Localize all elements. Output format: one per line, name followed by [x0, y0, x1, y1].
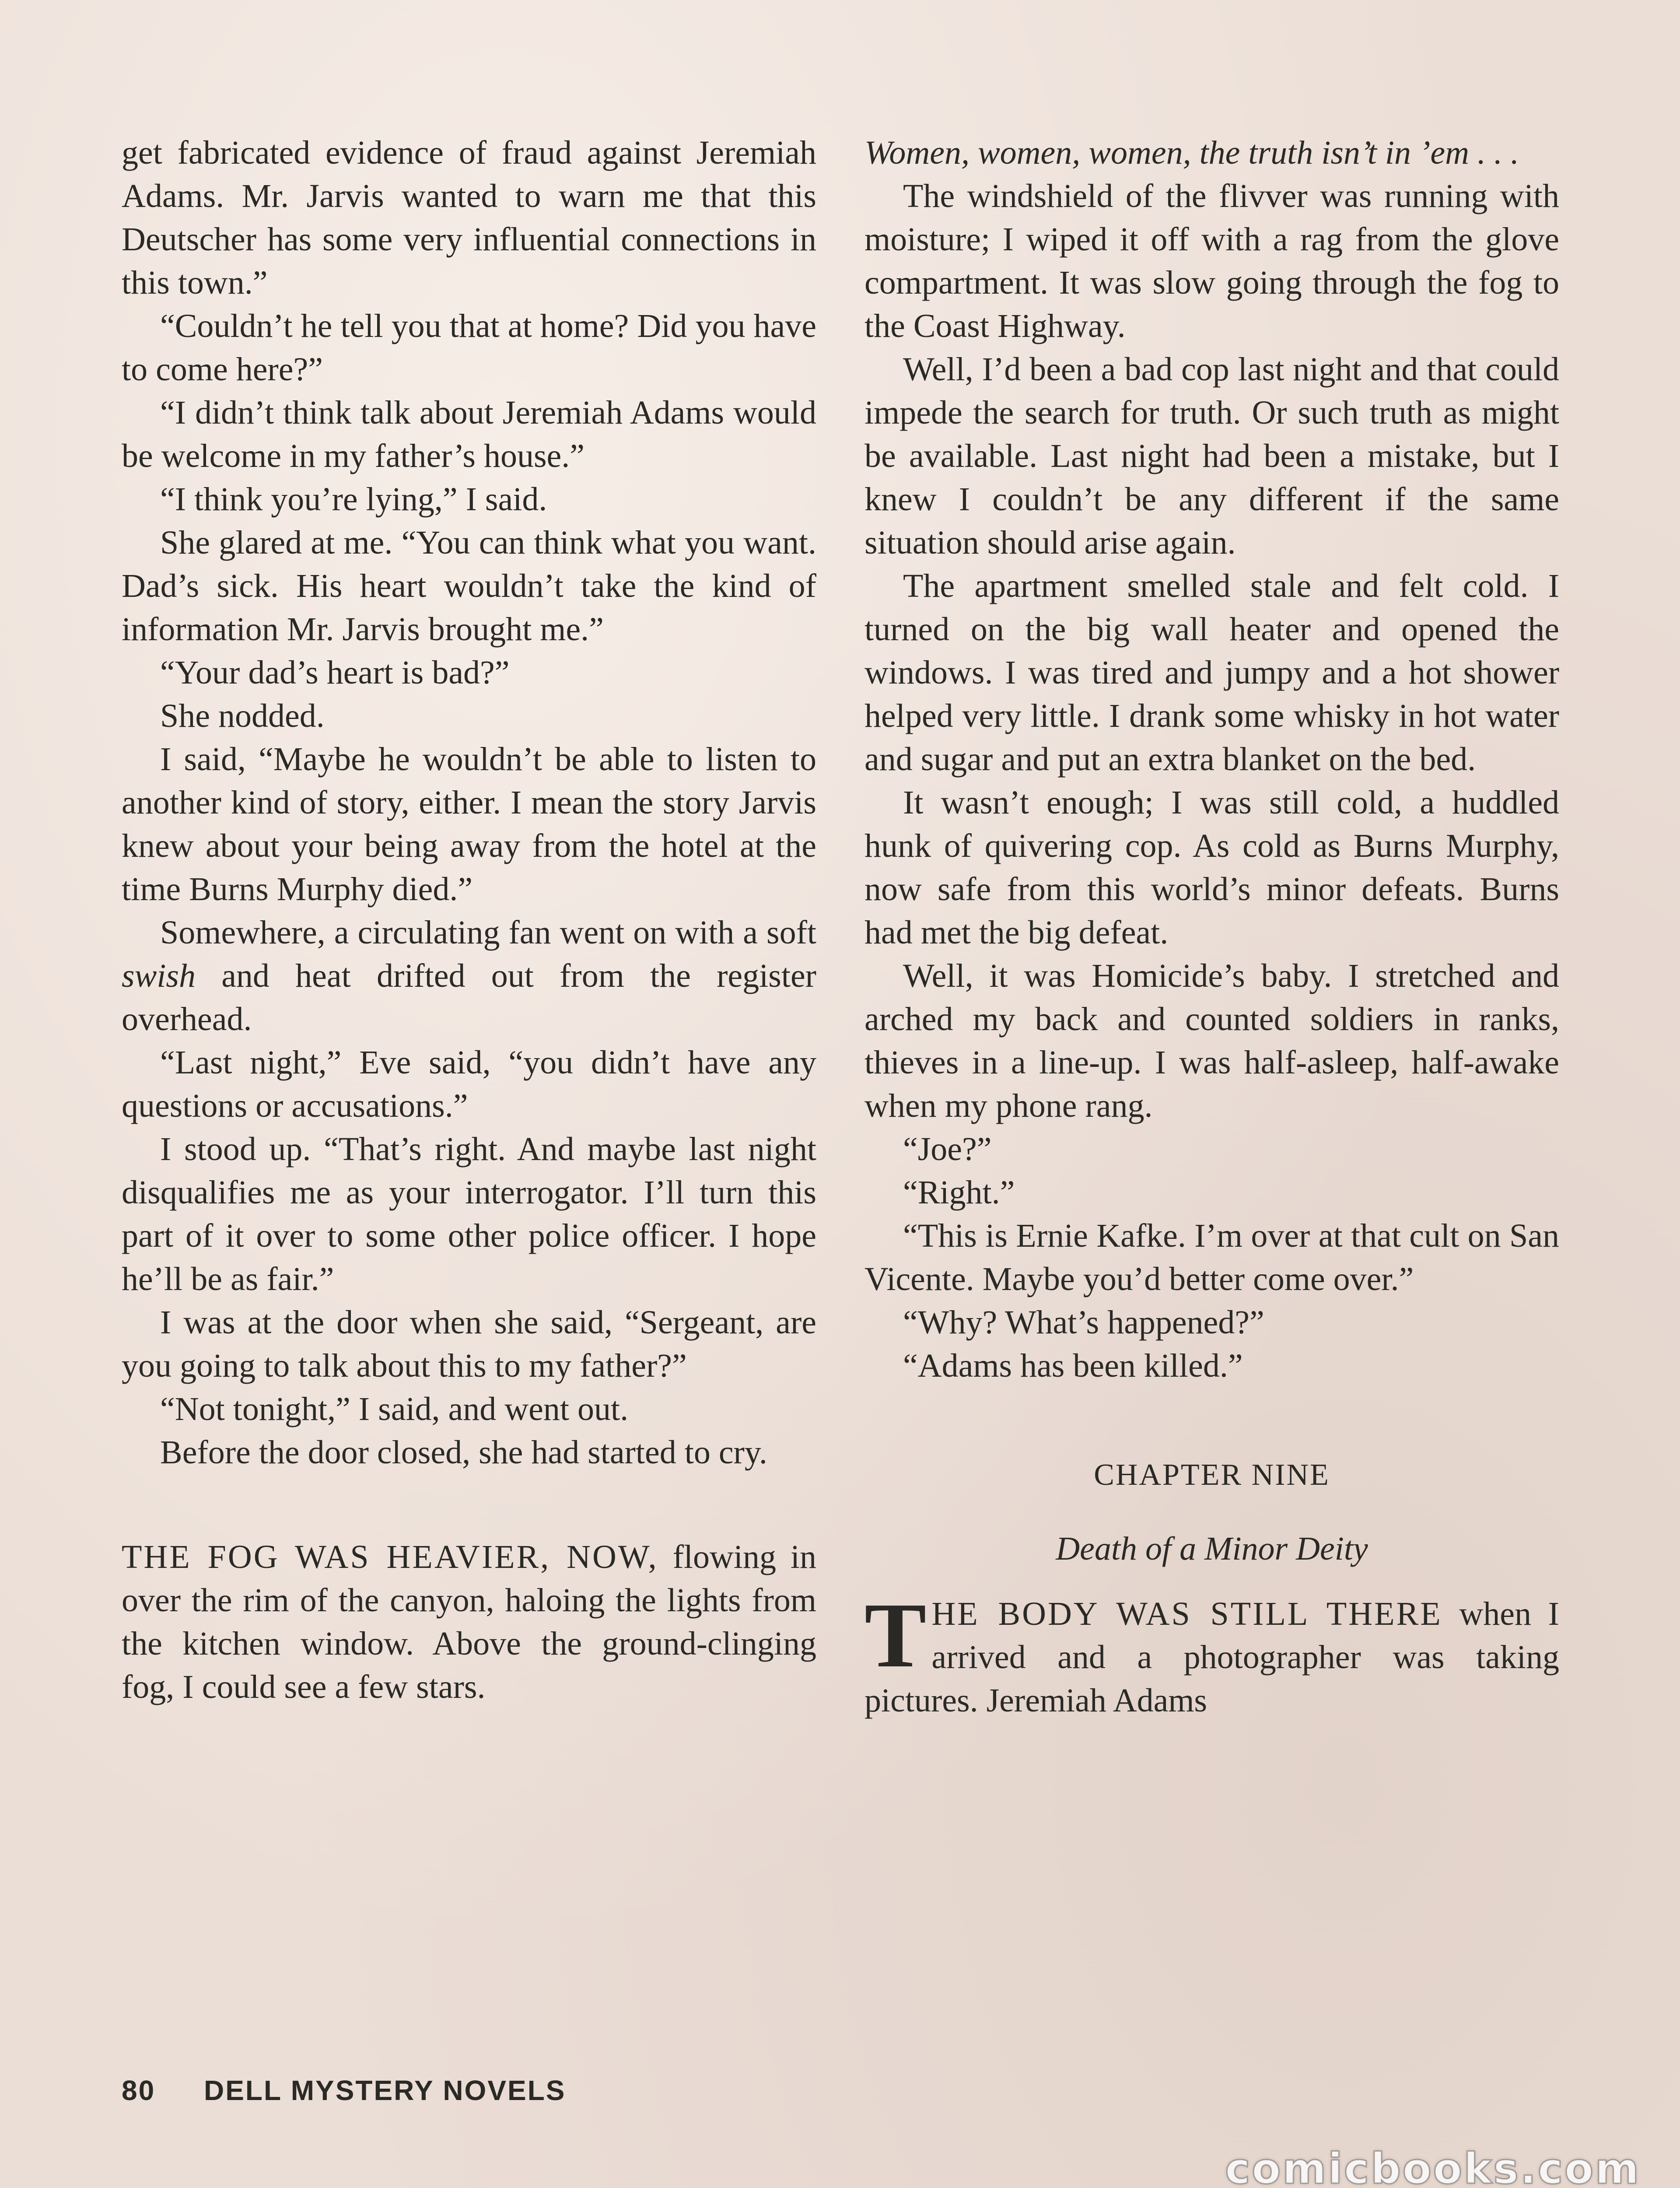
italic-paragraph: Women, women, women, the truth isn’t in ’em . . . — [864, 134, 1519, 171]
lead-in-caps: HE BODY WAS STILL THERE — [931, 1595, 1442, 1632]
paragraph: I was at the door when she said, “Sergeant, are you going to talk about this to my father?” — [122, 1304, 816, 1384]
paragraph: “Last night,” Eve said, “you didn’t have any questions or accusations.” — [122, 1044, 816, 1124]
paragraph: “Joe?” — [903, 1131, 992, 1168]
paragraph — [122, 911, 816, 1041]
paragraph: “Why? What’s happened?” — [903, 1304, 1264, 1341]
paragraph: Before the door closed, she had started to cry. — [160, 1434, 767, 1471]
paragraph: I stood up. “That’s right. And maybe last night disqualifies me as your interrogator. I’ll turn this part of it over to some other police officer. I hope he’ll be as fair.” — [122, 1131, 816, 1297]
paragraph: Well, I’d been a bad cop last night and that could impede the search for truth. Or such truth as might be available. Last night had been a mistake, but I knew I couldn’t be any different if the same situation should arise again. — [864, 351, 1559, 561]
paragraph: The windshield of the flivver was running with moisture; I wiped it off with a rag from the glove compartment. It was slow going through the fog to the Coast Highway. — [864, 178, 1559, 344]
chapter-title: Death of a Minor Deity — [1056, 1530, 1368, 1567]
chapter-opening-paragraph — [864, 1584, 1559, 1722]
paragraph: “Couldn’t he tell you that at home? Did you have to come here?” — [122, 308, 816, 388]
page-footer — [122, 2074, 566, 2107]
paragraph: The apartment smelled stale and felt cold. I turned on the big wall heater and opened the windows. I was tired and jumpy and a hot shower helped very little. I drank some whisky in hot water and sugar and put an extra blanket on the bed. — [864, 568, 1559, 778]
lead-in-caps: THE FOG WAS HEAVIER, NOW, — [122, 1539, 658, 1575]
paragraph: It wasn’t enough; I was still cold, a huddled hunk of quivering cop. As cold as Burns Murphy, now safe from this world’s minor defeats. Burns had met the big defeat. — [864, 784, 1559, 951]
paragraph: “Your dad’s heart is bad?” — [160, 654, 510, 691]
watermark: comicbooks.com — [1225, 2144, 1641, 2188]
right-text-column — [864, 131, 1559, 1722]
paragraph: She nodded. — [160, 698, 325, 734]
paragraph: “Not tonight,” I said, and went out. — [160, 1391, 629, 1427]
scene-break-paragraph — [122, 1536, 816, 1709]
text-run: and heat drifted out from the register overhead. — [122, 957, 816, 1038]
italic-word: swish — [122, 957, 196, 994]
paragraph: She glared at me. “You can think what you want. Dad’s sick. His heart wouldn’t take the kind of information Mr. Jarvis brought me.” — [122, 524, 816, 648]
paragraph: “I think you’re lying,” I said. — [160, 481, 547, 518]
chapter-heading: CHAPTER NINE — [1094, 1458, 1330, 1492]
drop-cap: T — [864, 1584, 927, 1687]
paragraph: “Adams has been killed.” — [903, 1347, 1243, 1384]
text-run: when I arrived and a photographer was taking pictures. Jeremiah Adams — [864, 1595, 1559, 1719]
page-number: 80 — [122, 2075, 156, 2106]
paragraph: “I didn’t think talk about Jeremiah Adams would be welcome in my father’s house.” — [122, 394, 816, 474]
paragraph: get fabricated evidence of fraud against Jeremiah Adams. Mr. Jarvis wanted to warn me that this Deutscher has some very influential connections in this town.” — [122, 134, 816, 301]
paragraph: “Right.” — [903, 1174, 1015, 1211]
paragraph: I said, “Maybe he wouldn’t be able to listen to another kind of story, either. I mean the story Jarvis knew about your being away from the hotel at the time Burns Murphy died.” — [122, 741, 816, 908]
text-run: Somewhere, a circulating fan went on with a soft — [160, 914, 816, 951]
magazine-title: DELL MYSTERY NOVELS — [203, 2075, 566, 2106]
paragraph: “This is Ernie Kafke. I’m over at that cult on San Vicente. Maybe you’d better come over.” — [864, 1217, 1559, 1297]
text-run: flowing in over the rim of the canyon, haloing the lights from the kitchen window. Above the ground-clinging fog, I could see a few stars. — [122, 1539, 816, 1705]
paragraph: Well, it was Homicide’s baby. I stretched and arched my back and counted soldiers in ranks, thieves in a line-up. I was half-asleep, half-awake when my phone rang. — [864, 957, 1559, 1124]
left-text-column — [122, 131, 816, 1709]
